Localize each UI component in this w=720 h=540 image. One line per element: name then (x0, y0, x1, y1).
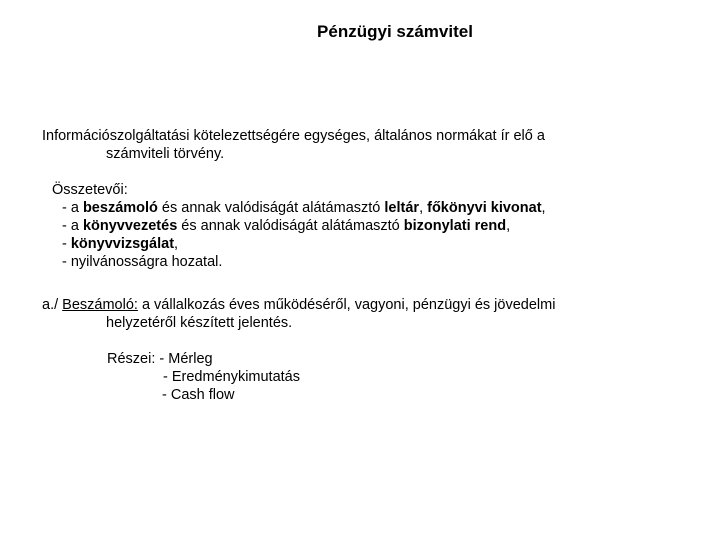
list-item: - Cash flow (162, 387, 235, 403)
intro-paragraph (42, 127, 682, 163)
intro-line-1: Információszolgáltatási kötelezettségére egységes, általános normákat ír elő a (42, 128, 545, 144)
list-item: - könyvvizsgálat, (62, 236, 179, 252)
report-label: Beszámoló: (62, 297, 138, 313)
list-item: - a könyvvezetés és annak valódiságát alátámasztó bizonylati rend, (62, 218, 511, 234)
components-list (52, 181, 692, 271)
intro-line-2: számviteli törvény. (106, 146, 225, 162)
report-line-1: a./ Beszámoló: a vállalkozás éves működéséről, vagyoni, pénzügyi és jövedelmi (42, 297, 556, 313)
report-paragraph (42, 296, 682, 332)
parts-list (107, 350, 407, 404)
parts-line-1: Részei: - Mérleg (107, 351, 213, 367)
report-line-2: helyzetéről készített jelentés. (106, 315, 293, 331)
list-item: - a beszámoló és annak valódiságát alátámasztó leltár, főkönyvi kivonat, (62, 200, 546, 216)
components-heading: Összetevői: (52, 182, 128, 198)
list-item: - nyilvánosságra hozatal. (62, 254, 223, 270)
list-item: - Eredménykimutatás (163, 369, 300, 385)
slide-title: Pénzügyi számvitel (317, 22, 473, 41)
